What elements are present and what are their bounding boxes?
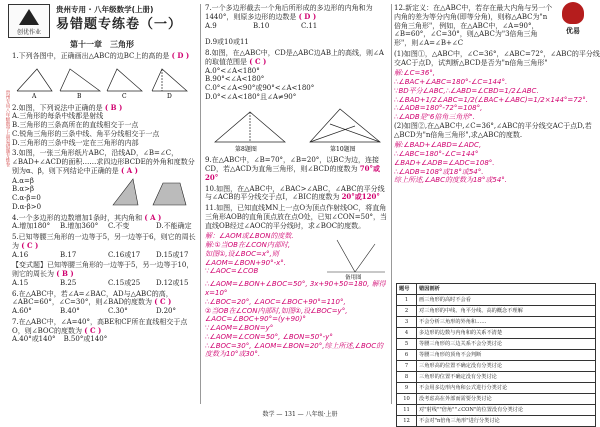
- option-d-label: D: [167, 92, 172, 100]
- solution-line: ∴∠AOM=∠BON+∠BOC=50°, 3x+90+50=180, 解得x=10°: [205, 280, 386, 297]
- table-cell-reason: 不会用多边形内角和公式进行分类讨论: [417, 383, 596, 394]
- option-c: C.11: [301, 21, 318, 30]
- fig8-caption: 第8题图: [235, 145, 257, 153]
- option-b: B.10: [253, 21, 270, 30]
- header-subtitle: 贵州专用 · 八年级数学(上册): [56, 5, 154, 14]
- question-text: 1.下列各图中，正确画出△ABC的边BC上的高的是: [12, 52, 170, 60]
- table-cell-reason: 等腰三角形的三边关系不会分类讨论: [417, 339, 596, 350]
- solution-line: ∠AOM=∠BON+90°-x°.: [205, 258, 286, 267]
- option-b: B.α>β: [12, 185, 35, 194]
- table-cell-number: 8: [397, 372, 417, 383]
- table-cell-number: 5: [397, 339, 417, 350]
- solution-line: ∴∠ABC=180°-∠C=144°: [394, 150, 479, 158]
- option-b-label: B: [77, 92, 82, 100]
- option-c-label: C: [122, 92, 127, 100]
- question-1: [12, 52, 197, 102]
- question-text: 4.一个多边形的边数增加1条时，其内角和: [12, 213, 143, 222]
- answer: ( A ): [121, 165, 138, 175]
- table-row: [397, 383, 596, 394]
- table-row: [397, 339, 596, 350]
- option-a-label: A: [32, 92, 37, 100]
- option-c: C.不变: [108, 222, 130, 231]
- table-cell-number: 2: [397, 306, 417, 317]
- question-7-left: [12, 318, 197, 344]
- option-d: D.α-β>0: [12, 202, 42, 211]
- table-row: [397, 295, 596, 306]
- page-title: 易错题专练卷（一）: [56, 17, 183, 32]
- table-cell-number: 9: [397, 383, 417, 394]
- question-11: [205, 204, 390, 230]
- question-text: 3.如图，一张三角形纸片ABC，沿线AD，∠B=∠C，∠BAD+∠ACD的面积……求四边形BCDE的外角和度数分别为α、β，则下列结论中正确的是: [12, 149, 195, 175]
- table-cell-number: 4: [397, 328, 417, 339]
- solution-line: 如图①,设∠BOC=x°,则: [205, 249, 279, 258]
- solution-line: ∴∠BAC+∠ABC=180°-∠C=144°.: [394, 78, 508, 86]
- table-row: [397, 361, 596, 372]
- error-analysis-table: [396, 283, 596, 427]
- question-text: (1)如图①，△ABC中，∠C=36°，∠ABC=72°，∠ABC的平分线交AC于点D，试判断△BCD是否为"n倍角三角形": [394, 49, 600, 67]
- question-text: 7.在△ABC中，∠A=40°，高BE和CF所在直线相交于点O，则∠BOC的度数为: [12, 317, 188, 335]
- figures-8-10: [205, 104, 390, 154]
- question-5-variant: [12, 261, 197, 287]
- option-c: C.α-β=0: [12, 194, 41, 202]
- solution-line: ②当OB在∠CON内部时,如图②,设∠BOC=y°, ∠AOC=∠BOC+90°=(y+90)°: [205, 306, 348, 324]
- chapter-title: 第十一章 三角形: [70, 40, 134, 49]
- table-cell-number: 1: [397, 295, 417, 306]
- answer: 20°或120°: [341, 192, 380, 202]
- question-text: 6.在△ABC中，若∠A=∠BAC，AD与△ABC的高，∠ABC=60°，∠C=30°，则∠BAD的度数为: [12, 289, 173, 307]
- fig10-caption: 第10题图: [330, 145, 356, 153]
- option-d: D.9或10或11: [205, 38, 249, 47]
- option-a: A.40°或140°: [12, 335, 56, 344]
- option-b: B.90°<∠A<180°: [205, 75, 265, 84]
- option-a: A.60°: [12, 307, 32, 315]
- question-5: [12, 233, 197, 259]
- page-footer: 数学 — 131 — 八年级·上册: [262, 410, 338, 418]
- answer: 70°或20°: [205, 164, 380, 182]
- answer: ( A ): [144, 212, 162, 222]
- q3-figure: [108, 177, 188, 207]
- column-divider: [391, 4, 392, 404]
- table-cell-reason: 三角形高的位置不确定没有分类讨论: [417, 361, 596, 372]
- table-cell-reason: 对三角形的中线、角平分线、高的概念不理解: [417, 306, 596, 317]
- table-cell-reason: 对"射线""倍角""∠CON"的位置没有分类讨论: [417, 405, 596, 416]
- question-text: 7.一个多边形截去一个角后所形成的多边形的内角和为1440°，则原多边形的边数是: [205, 4, 373, 21]
- solution-line: ∴∠ADB是"6倍角三角形".: [394, 113, 475, 121]
- solution-line: ∵∠AOM=∠BON=y°: [205, 324, 274, 332]
- solution-line: 综上所述,∠ABC的度数为18°或54°.: [394, 176, 508, 185]
- option-d: D.20°: [156, 307, 176, 315]
- table-cell-reason: 没考虑高在外部而需要分类讨论: [417, 394, 596, 405]
- option-c: C.15或25: [108, 278, 141, 287]
- table-cell-reason: 多边形的边数与内角和的关系不清楚: [417, 328, 596, 339]
- solution-line: 解:∠C=36°,: [394, 69, 436, 78]
- question-text: 9.在△ABC中，∠B=70°，∠B=20°，以BC为边，连接CD，若△ACD为直角三角形，则∠BCD的度数为: [205, 156, 379, 173]
- table-cell-number: 7: [397, 361, 417, 372]
- solution-line: 解:∠BAD+∠ABD=∠ADC,: [394, 141, 482, 150]
- table-row: [397, 350, 596, 361]
- table-header-cell: 题号: [397, 284, 417, 295]
- option-d: D.12或15: [156, 278, 189, 287]
- question-12-part1: [394, 50, 600, 68]
- q1-figures: [12, 61, 192, 99]
- solution-line: ∴∠AOM=∠CON=50°, ∠BON=50°-y°: [205, 332, 333, 341]
- question-8: [205, 49, 390, 102]
- option-d: D.不能确定: [156, 222, 192, 231]
- solution-line: 解：∠AOM或∠BON的度数.: [205, 232, 294, 241]
- question-3: [12, 149, 197, 211]
- solution-line: ∴∠BAD+1/2∠ABC=1/2(∠BAC+∠ABC)=1/2×144°=72°.: [394, 95, 588, 104]
- column-left: [12, 52, 197, 346]
- question-12-part2: (2)如图②,在△ABC中,∠C=36°,∠ABC的平分线交AC于点D,若△BCD为"n倍角三角形",求△ABC的度数.: [394, 121, 592, 139]
- table-cell-reason: 三角形的位置不确定没有分类讨论: [417, 372, 596, 383]
- table-header-row: [397, 284, 596, 295]
- table-cell-number: 6: [397, 350, 417, 361]
- side-margin-text: 贵州专用八年级数学上册易错题专练卷: [5, 90, 10, 167]
- table-body: [397, 295, 596, 427]
- table-cell-number: 3: [397, 317, 417, 328]
- option-a: A.9: [205, 21, 217, 30]
- table-cell-number: 12: [397, 416, 417, 427]
- right-logo-text: 优易: [566, 27, 580, 36]
- option-a: A.16: [12, 250, 29, 259]
- solution-line: ∴∠ADB=180°-72°=108°,: [394, 104, 483, 113]
- option-c: C.锐角三角形的三条中线、角平分线相交于一点: [12, 129, 160, 138]
- table-row: [397, 328, 596, 339]
- option-b: B.50°或140°: [63, 335, 108, 344]
- solution-line: ∴∠BOC=30°, ∠AOM=∠BON=20°,综上所述,∠BOC的度数为10°或30°.: [205, 341, 384, 359]
- solution-line: ∵∠AOC=∠COB: [205, 267, 259, 276]
- option-b: B.17: [60, 250, 77, 259]
- option-a: A.三角形的每条中线都是射线: [12, 112, 104, 121]
- table-header-cell: 错因剖析: [417, 284, 596, 295]
- answer: ( C ): [21, 240, 39, 250]
- answer: ( C ): [154, 297, 172, 307]
- option-a: A.α=β: [12, 176, 34, 185]
- question-text: 【变式题】已知等腰三角形的一边等于5，另一边等于10，则它的周长为: [12, 261, 194, 278]
- table-cell-reason: 等腰三角形的顶角不会判断: [417, 350, 596, 361]
- question-text: 8.如图，在△ABC中，CD是△ABC边AB上的高线，则∠A的取值范围是: [205, 49, 384, 66]
- answer: ( C ): [84, 325, 102, 335]
- solution-line: ∵BD平分∠ABC,∴∠ABD=∠CBD=1/2∠ABC.: [394, 86, 539, 95]
- option-d: D.三角形的三条中线一定在三角形的内部: [12, 138, 139, 147]
- question-9: [205, 156, 390, 182]
- option-b: B.40°: [60, 307, 80, 315]
- option-a: A.0°<∠A<180°: [205, 66, 260, 75]
- question-2: [12, 104, 197, 148]
- table-cell-reason: 画三角形的高时不会看: [417, 295, 596, 306]
- question-7: [205, 4, 390, 47]
- q11-figure: [325, 232, 387, 280]
- table-row: [397, 306, 596, 317]
- answer: ( B ): [56, 269, 74, 278]
- option-c: C.0°<∠A<90°或90°<∠A<180°: [205, 84, 315, 92]
- option-c: C.30°: [108, 307, 128, 315]
- column-middle: [205, 4, 390, 359]
- question-12: [394, 4, 600, 48]
- table-row: [397, 317, 596, 328]
- solution-line: 解:①当OB在∠CON内部时,: [205, 241, 291, 249]
- question-text: 10.如图，在△ABC中，∠BAC>∠ABC，∠ABC的平分线与∠ACB的平分线交于点I，∠BIC的度数为: [205, 184, 385, 202]
- q11-solution-block: [205, 232, 390, 280]
- solution-line: ∠BAD+∠ADB=∠ADC=108°.: [394, 158, 495, 167]
- brand-logo: [8, 4, 50, 38]
- answer: ( D ): [171, 51, 190, 60]
- column-right: [394, 4, 600, 185]
- question-text: 11.如图，已知直线MN上一点O为顶点作射线OC，将直角三角形AOB的直角顶点放在点O处，已知∠CON=50°，当直线OB经过∠AOC的平分线时，求∠BOC的度数。: [205, 204, 388, 230]
- option-a: A.15: [12, 278, 29, 287]
- table-cell-reason: 不会分析三角形的外角和……: [417, 317, 596, 328]
- answer: ( C ): [249, 56, 267, 66]
- answer: ( D ): [298, 11, 317, 21]
- question-6: [12, 290, 197, 316]
- question-10: [205, 185, 390, 203]
- table-cell-number: 10: [397, 394, 417, 405]
- question-text: 2.如图，下列说法中正确的是: [12, 103, 103, 112]
- table-row: [397, 372, 596, 383]
- option-a: A.增加180°: [12, 222, 51, 231]
- logo-label: 创优作业: [16, 28, 41, 36]
- option-b: B.25: [60, 278, 77, 287]
- question-text: 12.新定义：在△ABC中，若存在最大内角与另一个内角的差为等分内角(即等分角)，则称△ABC为"n倍角三角形"，例如，在△ABC中，∠A=90°，∠B=60°，∠C=30°，则△ABC为"3倍角三角形"，则∠A=∠B+∠C: [394, 4, 553, 47]
- question-text: 5.已知等腰三角形的一边等于5，另一边等于6，则它的周长为: [12, 233, 196, 250]
- option-b: B.增加360°: [60, 222, 99, 231]
- fig11-caption: 备用图: [345, 275, 362, 282]
- logo-triangle-icon: [19, 9, 39, 25]
- option-b: B.三角形的三条高所在的直线相交于一点: [12, 121, 139, 129]
- option-d: D.15或17: [156, 250, 189, 259]
- answer: ( B ): [104, 102, 123, 112]
- table-row: [397, 394, 596, 405]
- table-cell-reason: 不会对"n倍角三角形"进行分类讨论: [417, 416, 596, 427]
- solution-line: ∴∠ADB=108°或18°或54°.: [394, 167, 484, 176]
- option-c: C.16或17: [108, 250, 141, 259]
- solution-line: ∴∠BOC=20°, ∠AOC=∠BOC+90°=110°,: [205, 297, 346, 306]
- option-d: D.0°<∠A<180°且∠A≠90°: [205, 92, 297, 101]
- table-cell-number: 11: [397, 405, 417, 416]
- question-4: [12, 214, 197, 232]
- column-divider: [200, 4, 201, 404]
